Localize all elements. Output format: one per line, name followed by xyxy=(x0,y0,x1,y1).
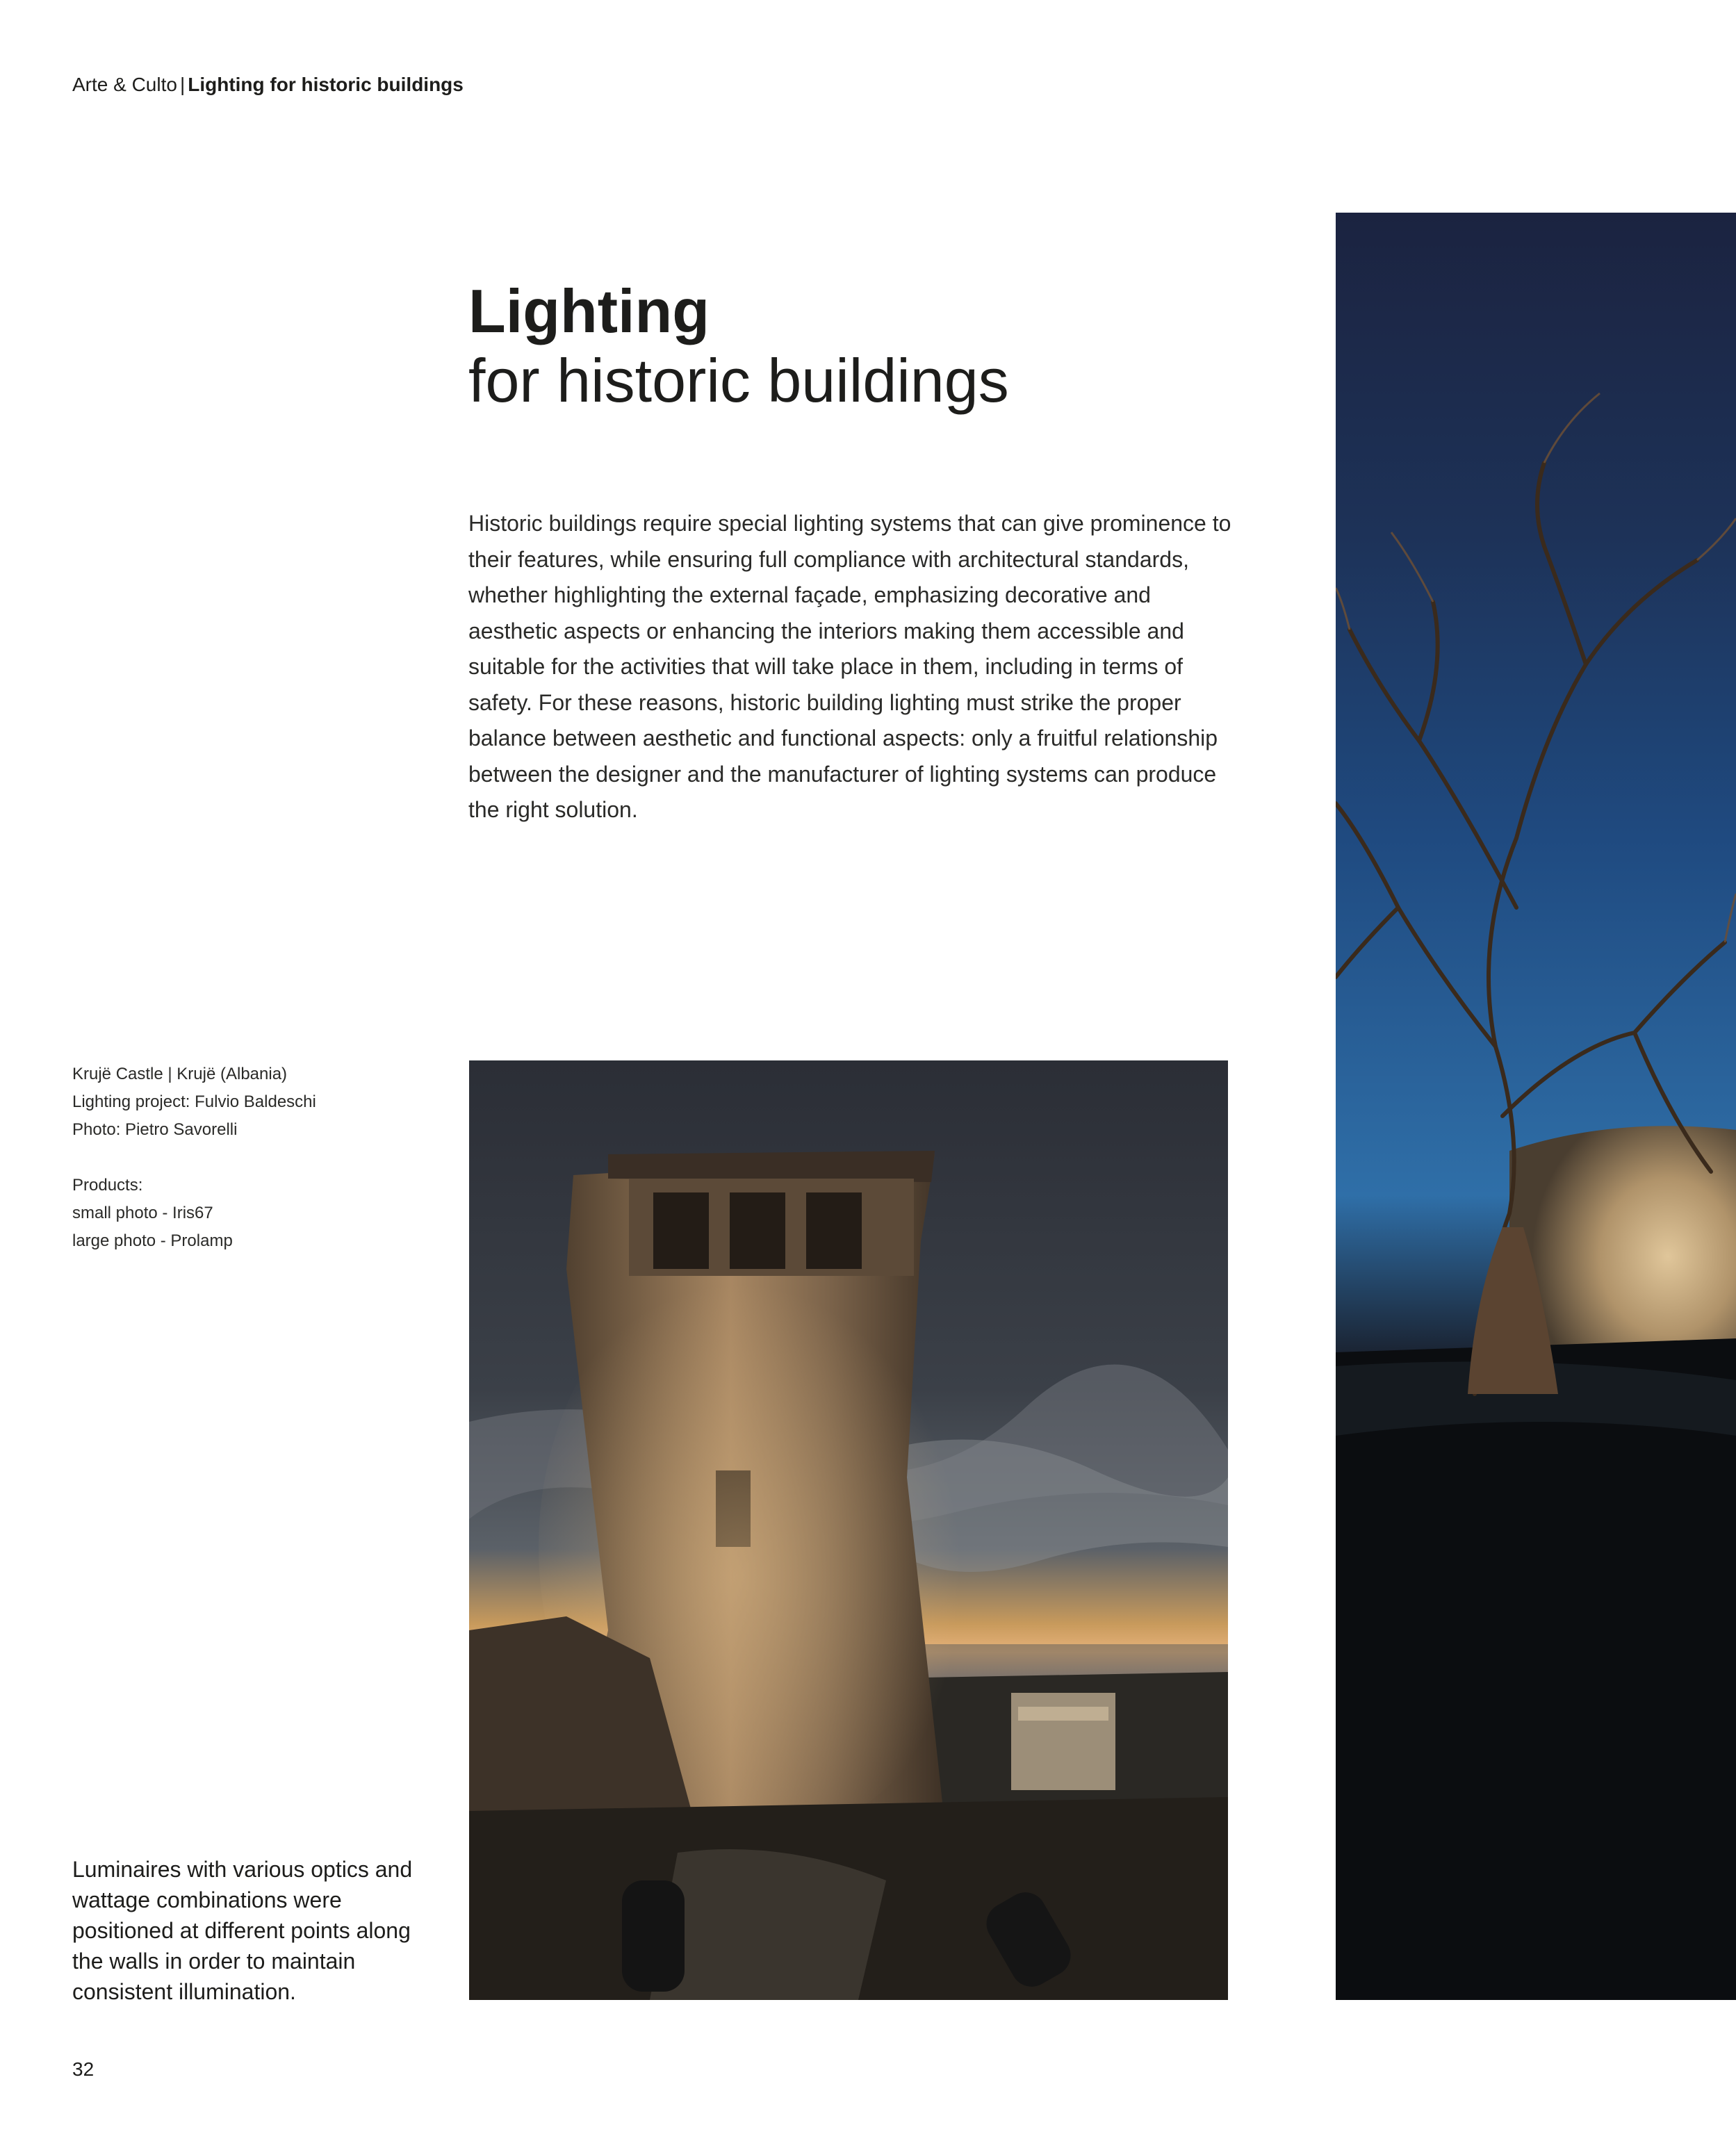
title-line-2: for historic buildings xyxy=(468,346,1009,415)
header-section: Arte & Culto xyxy=(72,74,177,95)
photo-credits xyxy=(72,1060,434,1255)
intro-paragraph: Historic buildings require special lighting systems that can give prominence to their features, while ensuring full compliance with architectural standards, whether highlighting the external façade, emphasizing decorative and aesthetic aspects or enhancing the interiors making them accessible and suitable for the activities that will take place in them, including in terms of safety. For these reasons, historic building lighting must strike the proper balance between aesthetic and functional aspects: only a fruitful relationship between the designer and the manufacturer of lighting systems can produce the right solution. xyxy=(468,511,1231,822)
credit-products-label: Products: xyxy=(72,1176,143,1195)
header-separator: | xyxy=(179,74,186,95)
running-header xyxy=(72,72,464,97)
title-line-1: Lighting xyxy=(468,277,710,345)
page-number: 32 xyxy=(72,2058,95,2080)
header-title: Lighting for historic buildings xyxy=(188,74,464,95)
credit-photo: Photo: Pietro Savorelli xyxy=(72,1120,238,1139)
page-title xyxy=(468,277,1233,416)
photo-caption: Luminaires with various optics and wattage combinations were positioned at different points along the walls in order to maintain consistent illumination. xyxy=(72,1857,413,2004)
stone-tower-photo xyxy=(469,1060,1228,2000)
credit-location: Krujë Castle | Krujë (Albania) xyxy=(72,1065,288,1083)
credit-lighting-project: Lighting project: Fulvio Baldeschi xyxy=(72,1092,316,1111)
credit-small-photo: small photo - Iris67 xyxy=(72,1204,213,1222)
credit-large-photo: large photo - Prolamp xyxy=(72,1231,233,1250)
lit-tree-castle-photo xyxy=(1336,213,1736,2000)
